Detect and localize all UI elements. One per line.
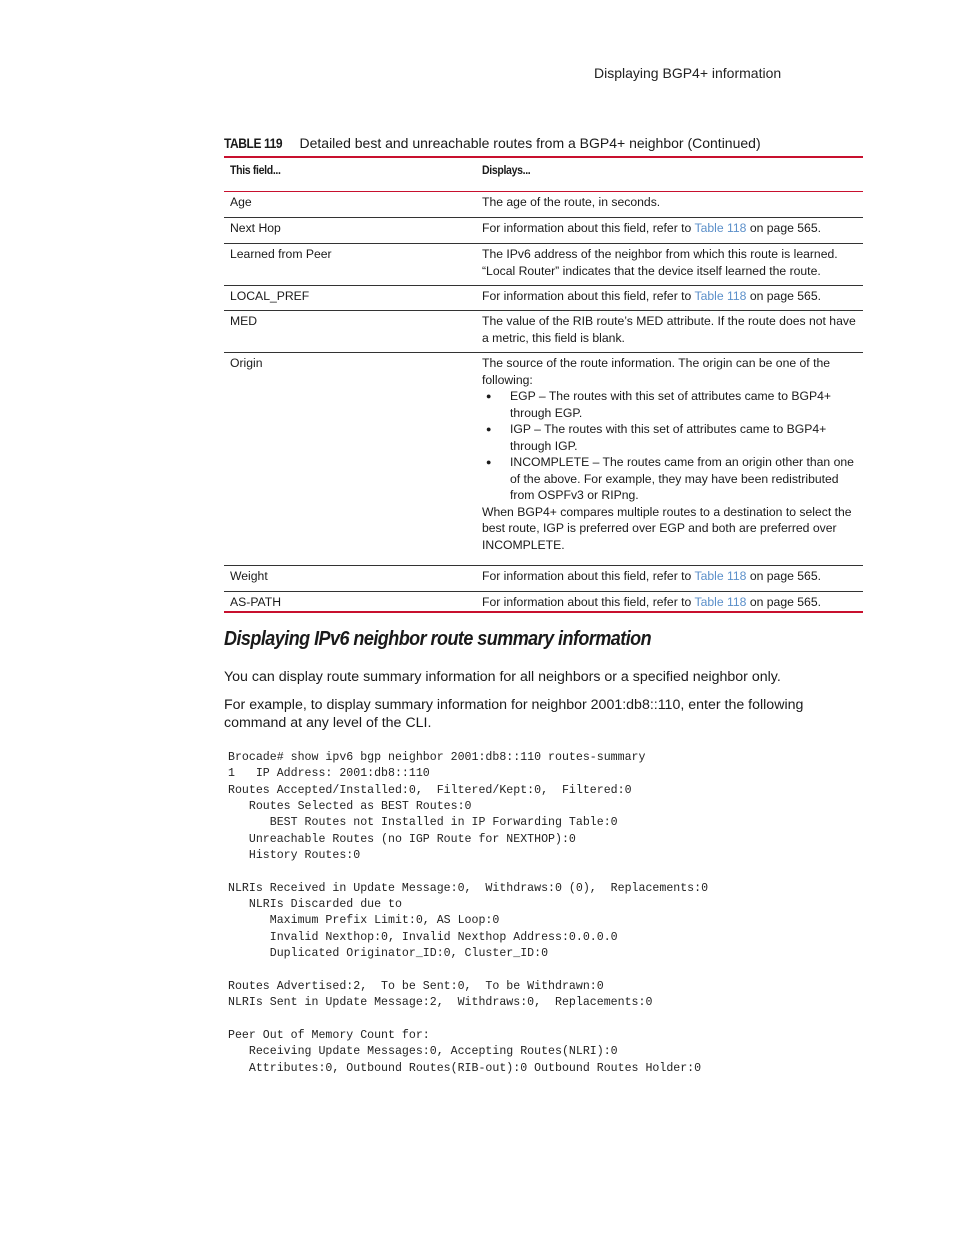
origin-outro: When BGP4+ compares multiple routes to a destination to select the best route, IGP is preferred over EGP and both are preferred over INCOMPLETE. (482, 504, 852, 552)
field-name: Origin (224, 353, 476, 566)
table-118-link[interactable]: Table 118 (694, 569, 747, 583)
field-name: LOCAL_PREF (224, 286, 476, 311)
field-description: The IPv6 address of the neighbor from which this route is learned. “Local Router” indicates that the device itself learned the route. (476, 244, 863, 286)
column-header-displays: Displays... (476, 158, 863, 192)
section-heading: Displaying IPv6 neighbor route summary information (224, 628, 652, 650)
table-row (224, 286, 863, 311)
table-row (224, 353, 863, 566)
table-header-row (224, 158, 863, 192)
table-118-link[interactable]: Table 118 (694, 595, 747, 609)
list-item: ● IGP – The routes with this set of attributes came to BGP4+ through IGP. (510, 421, 857, 454)
field-description: The value of the RIB route’s MED attribute. If the route does not have a metric, this field is blank. (476, 311, 863, 353)
origin-intro: The source of the route information. The origin can be one of the following: (482, 356, 831, 387)
body-paragraph: You can display route summary information for all neighbors or a specified neighbor only. (224, 669, 781, 685)
table-caption-text: Detailed best and unreachable routes from a BGP4+ neighbor (Continued) (299, 135, 761, 151)
running-header: Displaying BGP4+ information (594, 65, 782, 81)
cli-output: Brocade# show ipv6 bgp neighbor 2001:db8::110 routes-summary 1 IP Address: 2001:db8::110 Routes Accepted/Installed:0, Filtered/Kept:0, Filtered:0 Routes Selected as BEST Routes:0 BEST Routes not Installed in IP Forwarding Table:0 Unreachable Routes (no IGP Route for NEXTHOP):0 History Routes:0 NLRIs Received in Update Message:0, Withdraws:0 (0), Replacements:0 NLRIs Discarded due to Maximum Prefix Limit:0, AS Loop:0 Invalid Nexthop:0, Invalid Nexthop Address:0.0.0.0 Duplicated Originator_ID:0, Cluster_ID:0 Routes Advertised:2, To be Sent:0, To be Withdrawn:0 NLRIs Sent in Update Message:2, Withdraws:0, Replacements:0 Peer Out of Memory Count for: Receiving Update Messages:0, Accepting Routes(NLRI):0 Attributes:0, Outbound Routes(RIB-out):0 Outbound Routes Holder:0 (228, 751, 709, 1075)
field-name: Weight (224, 566, 476, 592)
list-item: ● EGP – The routes with this set of attributes came to BGP4+ through EGP. (510, 388, 857, 421)
fields-table (224, 158, 863, 616)
field-description: The age of the route, in seconds. (476, 192, 863, 218)
field-name: Next Hop (224, 218, 476, 244)
table-118-link[interactable]: Table 118 (694, 289, 747, 303)
column-header-field: This field... (224, 158, 476, 192)
field-name: Learned from Peer (224, 244, 476, 286)
table-caption (224, 135, 864, 151)
list-item: ● INCOMPLETE – The routes came from an origin other than one of the above. For example, they may have been redistributed from OSPFv3 or RIPng. (510, 454, 857, 504)
table-label: TABLE 119 (224, 135, 283, 151)
field-name: AS-PATH (230, 595, 282, 609)
table-row (224, 192, 863, 218)
table-row (224, 244, 863, 286)
table-row (224, 218, 863, 244)
origin-list (482, 388, 857, 504)
field-description (476, 353, 863, 566)
field-description: For information about this field, refer to Table 118 on page 565. (482, 595, 821, 609)
table-row (224, 311, 863, 353)
table-118-link[interactable]: Table 118 (694, 221, 747, 235)
table-bottom-rule (224, 611, 863, 613)
field-description: For information about this field, refer to Table 118 on page 565. (476, 566, 863, 592)
field-description: For information about this field, refer to Table 118 on page 565. (476, 286, 863, 311)
field-name: MED (224, 311, 476, 353)
field-name: Age (224, 192, 476, 218)
table-row (224, 566, 863, 592)
body-paragraph: For example, to display summary information for neighbor 2001:db8::110, enter the following command at any level of the CLI. (224, 697, 804, 731)
field-description: For information about this field, refer to Table 118 on page 565. (476, 218, 863, 244)
